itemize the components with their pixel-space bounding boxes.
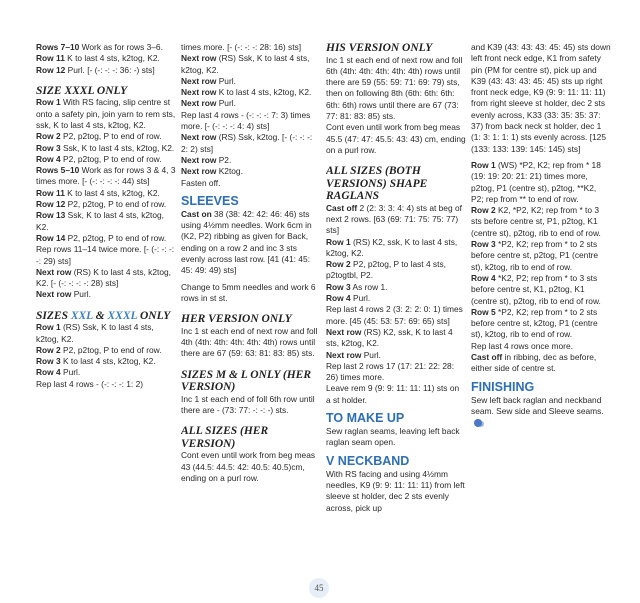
paragraph: Change to 5mm needles and work 6 rows in st st. [181, 281, 316, 303]
paragraph: Rows 5–10 Work as for rows 3 & 4, 3 times more. [- (-: -: -: -: 44) sts] [36, 165, 176, 187]
column-4 [471, 42, 611, 572]
paragraph: Row 11 K to last 4 sts, k2tog, K2. [36, 53, 160, 64]
paragraph: Row 13 Ssk, K to last 4 sts, k2tog, K2. [36, 210, 165, 232]
paragraph: Rep rows 11–14 twice more. [- (-: -: -: -: 29) sts] [36, 244, 175, 266]
heading-all-sizes-her: ALL SIZES (HER VERSION) [181, 425, 269, 450]
paragraph: Row 3 As row 1. [326, 281, 388, 292]
paragraph: Next row Purl. [36, 289, 91, 300]
paragraph: Row 2 P2, p2tog, P to end of row. [36, 344, 162, 355]
paragraph: Next row Purl. [181, 98, 236, 109]
paragraph: Leave rem 9 (9: 9: 11: 11: 11) sts on a st holder. [326, 383, 460, 405]
paragraph: Row 11 K to last 4 sts, k2tog, K2. [36, 187, 160, 198]
paragraph: Row 4 Purl. [326, 293, 371, 304]
heading-shape-raglans: ALL SIZES (BOTH VERSIONS) SHAPE RAGLANS [326, 165, 428, 203]
page-number: 45 [309, 578, 329, 598]
paragraph: Row 4 P2, p2tog, P to end of row. [36, 153, 162, 164]
paragraph: Row 1 (WS) *P2, K2; rep from * 18 (19: 19: 20: 21: 21) times more, p2tog, P1 (centre st), p2tog, **K2, P2; rep from ** to end of row. [471, 159, 601, 204]
paragraph: Rep last 4 rows once more. [471, 340, 573, 351]
heading-v-neckband: V NECKBAND [326, 453, 410, 468]
paragraph: Row 12 Purl. [- (-: -: -: 36: -) sts] [36, 64, 155, 75]
paragraph: Next row (RS) Ssk, k2tog. [- (-: -: -: 2: 2) sts] [181, 132, 313, 154]
paragraph: Rep last 4 rows - (-: -: -: 1: 2) [36, 378, 144, 389]
paragraph: Rep last 4 rows 2 (3: 2: 2: 0: 1) times more. [45 (45: 53: 57: 69: 65) sts] [326, 304, 463, 326]
paragraph: times more. [- (-: -: -: 28: 16) sts] [181, 42, 302, 52]
paragraph: Row 3 *P2, K2; rep from * to 2 sts before centre st, p2tog, P1 (centre st), k2tog, rib to end of row. [471, 239, 599, 272]
paragraph: Sew raglan seams, leaving left back raglan seam open. [326, 426, 460, 448]
heading-sizes-m-l: SIZES M & L ONLY (HER VERSION) [181, 368, 312, 394]
paragraph: Cast off 2 (2: 3: 3: 4: 4) sts at beg of next 2 rows. [63 (69: 71: 75: 75: 77) sts] [326, 202, 462, 236]
paragraph: Row 5 *P2, K2; rep from * to 2 sts before centre st, k2tog, P1 (centre st), k2tog, rib to end of row. [471, 306, 598, 340]
paragraph: Row 4 Purl. [36, 367, 81, 378]
paragraph: Next row (RS) K2, ssk, K to last 4 sts, k2tog, K2. [326, 326, 453, 349]
paragraph: Fasten off. [181, 177, 221, 188]
paragraph: Row 1 (RS) Ssk, K to last 4 sts, k2tog, K2. [36, 322, 154, 344]
paragraph: Rep last 2 rows 17 (17: 21: 22: 28: 26) times more. [326, 360, 455, 383]
paragraph: Cont even until work from beg meas 43 (44.5: 44.5: 42: 40.5: 40.5)cm, ending on a purl row. [181, 450, 316, 483]
paragraph: Next row Purl. [181, 75, 236, 86]
paragraph: Inc 1 st each end of next row and foll 4th (4th: 4th: 4th: 4th: 4th) rows until there are 67 (59: 63: 81: 83: 85) sts. [181, 325, 318, 359]
paragraph: Inc 1 st each end of foll 6th row until there are - (73: 77: -: -: -) sts. [181, 393, 315, 415]
paragraph: Row 2 P2, p2tog, P to last 4 sts, p2togtbl, P2. [326, 259, 446, 281]
column-2 [181, 42, 321, 572]
paragraph: Next row (RS) Ssk, K to last 4 sts, k2tog, K2. [181, 53, 310, 75]
paragraph: Next row K2tog. [181, 166, 243, 177]
heading-size-xxxl: SIZE XXXL ONLY [36, 84, 128, 97]
paragraph: With RS facing and using 4½mm needles, K9 (9: 9: 11: 11: 11) from left sleeve st holder, dec 2 sts evenly across, pick up [326, 468, 465, 513]
paragraph: Next row K to last 4 sts, k2tog, K2. [181, 87, 312, 98]
heading-his-version: HIS VERSION ONLY [326, 42, 433, 54]
pattern-page [36, 42, 612, 572]
paragraph: Row 12 P2, p2tog, P to end of row. [36, 199, 167, 210]
paragraph: Row 4 *K2, P2; rep from * to 3 sts before centre st, K1, p2tog, K1 (centre st), p2tog, rib to end of row. [471, 272, 601, 306]
paragraph: Cast off in ribbing, dec as before, either side of centre st. [471, 352, 597, 374]
heading-sizes-xxl-xxxl: SIZES XXL & XXXL ONLY [36, 309, 171, 322]
paragraph: Row 1 With RS facing, slip centre st onto a safety pin, join yarn to rem sts, ssk, K to last 4 sts, k2tog, K2. [36, 97, 176, 130]
paragraph: Row 2 P2, p2tog, P to end of row. [36, 131, 162, 142]
heading-sleeves: SLEEVES [181, 193, 239, 208]
paragraph: Next row P2. [181, 154, 232, 165]
paragraph: Next row (RS) K to last 4 sts, k2tog, K2. [- (-: -: -: -: 28) sts] [36, 266, 171, 289]
column-3 [326, 42, 466, 572]
column-1 [36, 42, 176, 572]
paragraph: Rep last 4 rows - (-: -: -: 7: 3) times more. [- (-: -: -: 4: 4) sts] [181, 109, 311, 132]
paragraph: Next row Purl. [326, 349, 381, 360]
paragraph: Row 14 P2, p2tog, P to end of row. [36, 232, 167, 243]
paragraph: Row 2 K2, *P2, K2; rep from * to 3 sts before centre st, P1, p2tog, K1 (centre st), p2tog, rib to end of row. [471, 205, 601, 238]
paragraph: Cont even until work from beg meas 45.5 (47: 47: 45.5: 43: 43) cm, ending on a purl row. [326, 122, 466, 155]
paragraph: and K39 (43: 43: 43: 45: 45) sts down left front neck edge, K1 from safety pin (PM for centre st), pick up and K39 (43: 43: 43: 45: 45) sts up right front neck edge, K9 (9: 9: 11: 11: 11) from right sleeve st holder, dec 2 sts evenly across, K33 (33: 35: 35: 37: 37) from back neck st holder, dec 1 (1: 3: 1: 1: 1) sts evenly across. [125 (133: 133: 139: 145: 145) sts] [471, 42, 611, 154]
yarn-ball-icon [474, 419, 482, 427]
paragraph: Row 3 Ssk, K to last 4 sts, k2tog, K2. [36, 142, 175, 153]
paragraph: Row 1 (RS) K2, ssk, K to last 4 sts, k2tog, K2. [326, 236, 458, 258]
paragraph: Cast on 38 (38: 42: 42: 46: 46) sts using 4½mm needles. Work 6cm in (K2, P2) ribbing as given for Back, ending on a row 2 and inc 3 sts evenly across last row. [41 (41: 45: 45: 49: 49) sts] [181, 208, 312, 276]
paragraph: Sew left back raglan and neckband seam. Sew side and Sleeve seams. [471, 395, 611, 429]
heading-finishing: FINISHING [471, 379, 535, 394]
heading-to-make-up: TO MAKE UP [326, 411, 405, 426]
paragraph: Inc 1 st each end of next row and foll 6th (4th: 4th: 4th: 4th: 4th) rows until there are 59 (55: 59: 71: 69: 79) sts, then on following 8th (6th: 6th: 6th: 6th: 6th) rows until there are 67 (73: 77: 81: 83: 85) sts. [326, 54, 463, 121]
paragraph: Rows 7–10 Work as for rows 3–6. [36, 42, 163, 52]
paragraph: Row 3 K to last 4 sts, k2tog, K2. [36, 356, 156, 367]
heading-her-version: HER VERSION ONLY [181, 313, 292, 326]
